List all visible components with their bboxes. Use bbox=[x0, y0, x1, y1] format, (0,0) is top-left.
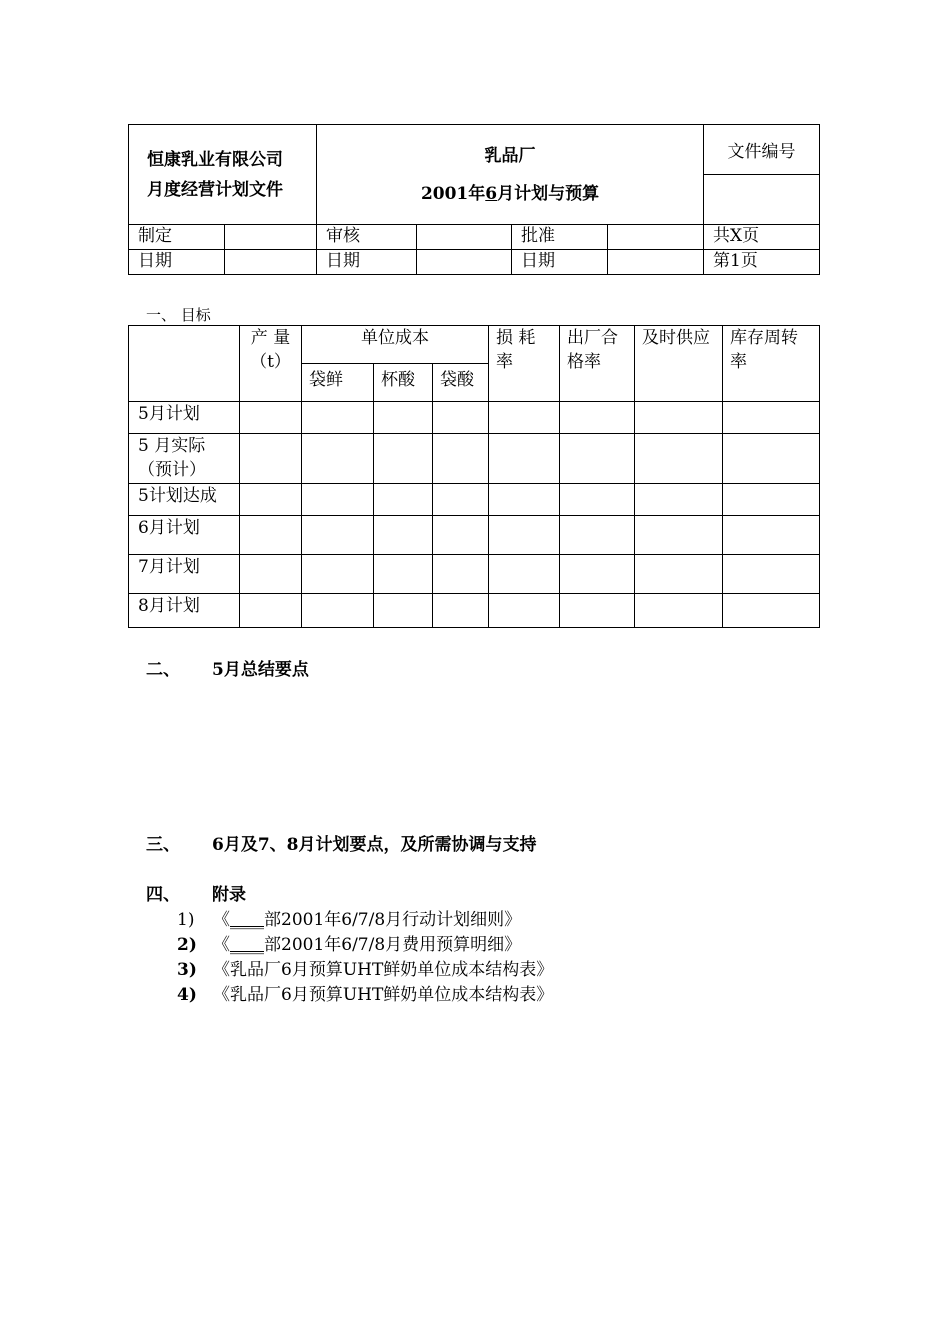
doc-number-label: 文件编号 bbox=[704, 125, 820, 175]
total-pages: 共X页 bbox=[704, 225, 820, 250]
date-label-1: 日期 bbox=[129, 250, 225, 275]
row-label: 8月计划 bbox=[129, 594, 240, 628]
company-line-1: 恒康乳业有限公司 bbox=[147, 149, 283, 170]
document-header-table bbox=[128, 124, 820, 275]
col-loss-rate: 损 耗率 bbox=[489, 326, 560, 402]
target-table bbox=[128, 325, 820, 628]
col-unit-cost: 单位成本 bbox=[302, 326, 489, 364]
approve-label: 批准 bbox=[512, 225, 608, 250]
section-1-heading: 一、 目标 bbox=[146, 306, 211, 324]
sub-col-cup-yogurt: 杯酸 bbox=[374, 364, 433, 402]
section-2-heading: 二、 5月总结要点 bbox=[146, 660, 309, 680]
section-3-heading: 三、 6月及7、8月计划要点，及所需协调与支持 bbox=[146, 835, 537, 855]
sub-col-bag-fresh: 袋鲜 bbox=[302, 364, 374, 402]
date-value-1 bbox=[225, 250, 317, 275]
appendix-item: 2) 《____部2001年6/7/8月费用预算明细》 bbox=[177, 935, 522, 955]
table-row bbox=[129, 516, 820, 555]
appendix-item: 3) 《乳品厂6月预算UHT鲜奶单位成本结构表》 bbox=[177, 960, 554, 980]
made-by-value bbox=[225, 225, 317, 250]
date-label-3: 日期 bbox=[512, 250, 608, 275]
title-line-2: 2001年6月计划与预算 bbox=[420, 183, 600, 204]
col-timely-supply: 及时供应 bbox=[635, 326, 723, 402]
table-row bbox=[129, 484, 820, 516]
col-pass-rate: 出厂合格率 bbox=[560, 326, 635, 402]
row-label: 5 月实际（预计） bbox=[129, 434, 240, 484]
date-label-2: 日期 bbox=[317, 250, 417, 275]
made-by-label: 制定 bbox=[129, 225, 225, 250]
company-name-cell bbox=[129, 125, 317, 225]
review-value bbox=[417, 225, 512, 250]
table-row bbox=[129, 434, 820, 484]
table-row bbox=[129, 594, 820, 628]
company-line-2: 月度经营计划文件 bbox=[147, 179, 283, 200]
col-inventory-turnover: 库存周转率 bbox=[723, 326, 820, 402]
document-title-cell bbox=[317, 125, 704, 225]
table-row bbox=[129, 402, 820, 434]
row-label: 5计划达成 bbox=[129, 484, 240, 516]
col-output: 产 量（t） bbox=[240, 326, 302, 402]
review-label: 审核 bbox=[317, 225, 417, 250]
appendix-item: 1) 《____部2001年6/7/8月行动计划细则》 bbox=[177, 910, 522, 930]
table-row bbox=[129, 555, 820, 594]
title-month: 6 bbox=[485, 183, 498, 204]
row-label: 5月计划 bbox=[129, 402, 240, 434]
corner-cell bbox=[129, 326, 240, 402]
row-label: 7月计划 bbox=[129, 555, 240, 594]
row-label: 6月计划 bbox=[129, 516, 240, 555]
sub-col-bag-yogurt: 袋酸 bbox=[433, 364, 489, 402]
appendix-item: 4) 《乳品厂6月预算UHT鲜奶单位成本结构表》 bbox=[177, 985, 554, 1005]
title-line-1: 乳品厂 bbox=[484, 145, 536, 166]
date-value-3 bbox=[608, 250, 704, 275]
section-4-heading: 四、 附录 bbox=[146, 885, 246, 905]
page-number: 第1页 bbox=[704, 250, 820, 275]
doc-number-value bbox=[704, 175, 820, 225]
approve-value bbox=[608, 225, 704, 250]
date-value-2 bbox=[417, 250, 512, 275]
